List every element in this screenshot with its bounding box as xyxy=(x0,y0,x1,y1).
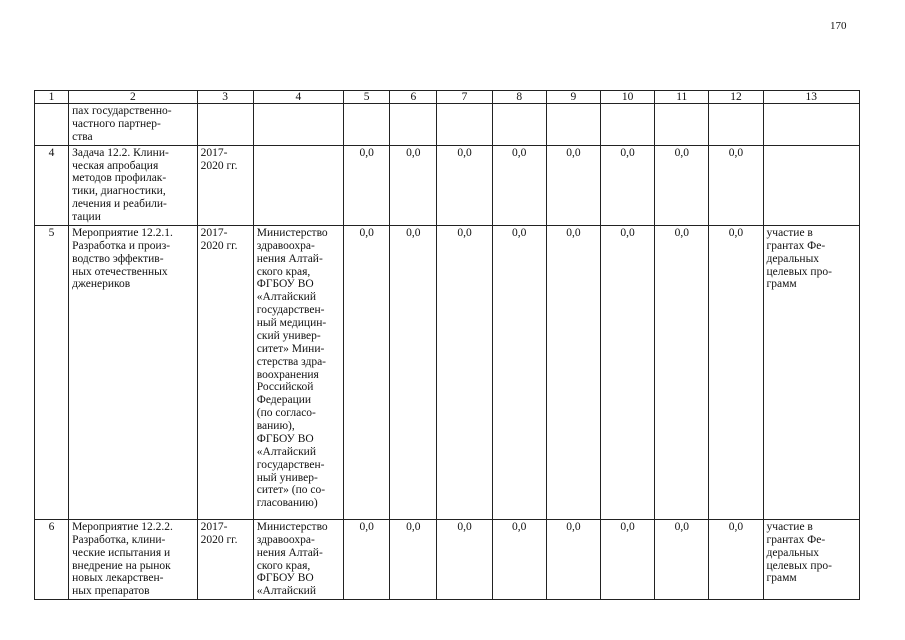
row-period xyxy=(197,104,253,146)
column-header: 3 xyxy=(197,91,253,104)
row-number: 4 xyxy=(35,145,69,225)
row-value: 0,0 xyxy=(655,145,709,225)
row-value: 0,0 xyxy=(437,145,492,225)
row-value: 0,0 xyxy=(655,225,709,519)
column-header: 10 xyxy=(600,91,654,104)
row-value: 0,0 xyxy=(437,519,492,599)
column-header: 9 xyxy=(546,91,600,104)
row-value: 0,0 xyxy=(546,519,600,599)
header-row xyxy=(35,91,860,104)
row-value: 0,0 xyxy=(344,519,390,599)
row-value: 0,0 xyxy=(390,519,437,599)
row-value: 0,0 xyxy=(492,225,546,519)
row-number xyxy=(35,104,69,146)
row-value xyxy=(600,104,654,146)
table-row xyxy=(35,519,860,599)
table-row xyxy=(35,225,860,519)
row-value: 0,0 xyxy=(344,225,390,519)
column-header: 6 xyxy=(390,91,437,104)
row-value: 0,0 xyxy=(390,225,437,519)
row-value xyxy=(655,104,709,146)
column-header: 4 xyxy=(253,91,343,104)
row-note xyxy=(763,145,859,225)
column-header: 12 xyxy=(709,91,763,104)
row-value: 0,0 xyxy=(709,519,763,599)
row-value: 0,0 xyxy=(546,225,600,519)
row-note: участие в грантах Фе- деральных целевых про- грамм xyxy=(763,519,859,599)
row-value: 0,0 xyxy=(344,145,390,225)
row-note xyxy=(763,104,859,146)
row-value xyxy=(437,104,492,146)
row-name: Мероприятие 12.2.1. Разработка и произ- водство эффектив- ных отечественных дженериков xyxy=(69,225,197,519)
column-header: 7 xyxy=(437,91,492,104)
row-value xyxy=(709,104,763,146)
row-executor: Министерство здравоохра- нения Алтай- ского края, ФГБОУ ВО «Алтайский xyxy=(253,519,343,599)
program-table xyxy=(34,90,860,600)
row-executor: Министерство здравоохра- нения Алтай- ского края, ФГБОУ ВО «Алтайский государствен- ный медицин- ский универ- ситет» Мини- стерства здра- воохранения Российской Федерации (по согласо- ванию), ФГБОУ ВО «Алтайский государствен- ный универ- ситет» (по со- гласованию) xyxy=(253,225,343,519)
row-value: 0,0 xyxy=(600,145,654,225)
row-value: 0,0 xyxy=(709,225,763,519)
table-row xyxy=(35,104,860,146)
row-period: 2017- 2020 гг. xyxy=(197,225,253,519)
row-executor xyxy=(253,104,343,146)
row-value xyxy=(344,104,390,146)
row-number: 6 xyxy=(35,519,69,599)
row-name: Задача 12.2. Клини- ческая апробация методов профилак- тики, диагностики, лечения и реабили- тации xyxy=(69,145,197,225)
page-number: 170 xyxy=(830,20,847,32)
row-value: 0,0 xyxy=(492,519,546,599)
table-row xyxy=(35,145,860,225)
row-value: 0,0 xyxy=(600,225,654,519)
row-note: участие в грантах Фе- деральных целевых про- грамм xyxy=(763,225,859,519)
row-value: 0,0 xyxy=(600,519,654,599)
row-value xyxy=(390,104,437,146)
row-period: 2017- 2020 гг. xyxy=(197,145,253,225)
column-header: 5 xyxy=(344,91,390,104)
column-header: 2 xyxy=(69,91,197,104)
row-value: 0,0 xyxy=(492,145,546,225)
row-value: 0,0 xyxy=(546,145,600,225)
column-header: 13 xyxy=(763,91,859,104)
row-value: 0,0 xyxy=(390,145,437,225)
column-header: 1 xyxy=(35,91,69,104)
row-value xyxy=(492,104,546,146)
row-value: 0,0 xyxy=(655,519,709,599)
row-period: 2017- 2020 гг. xyxy=(197,519,253,599)
row-value xyxy=(546,104,600,146)
column-header: 8 xyxy=(492,91,546,104)
row-name: пах государственно- частного партнер- ства xyxy=(69,104,197,146)
row-number: 5 xyxy=(35,225,69,519)
row-name: Мероприятие 12.2.2. Разработка, клини- ческие испытания и внедрение на рынок новых лекарствен- ных препаратов xyxy=(69,519,197,599)
row-value: 0,0 xyxy=(437,225,492,519)
row-executor xyxy=(253,145,343,225)
column-header: 11 xyxy=(655,91,709,104)
row-value: 0,0 xyxy=(709,145,763,225)
